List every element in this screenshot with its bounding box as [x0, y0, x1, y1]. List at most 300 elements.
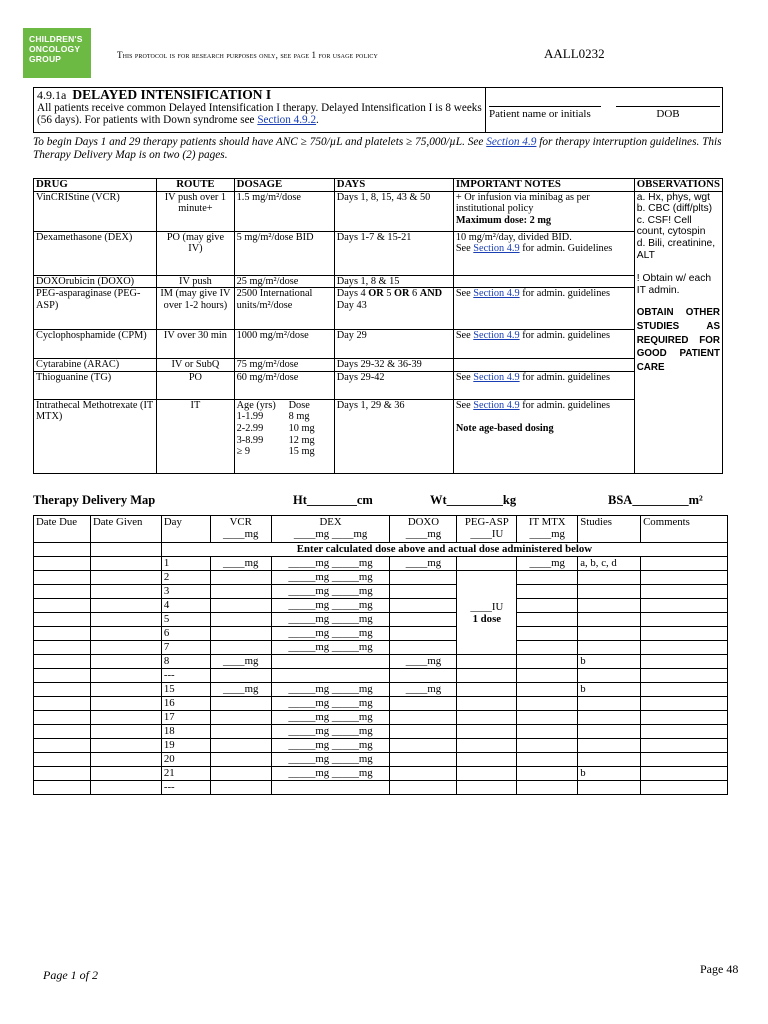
peg-asp-cell[interactable] — [457, 739, 517, 753]
studies-cell[interactable] — [578, 711, 641, 725]
drug-name: Cytarabine (ARAC) — [34, 359, 157, 372]
logo-line-2: ONCOLOGY — [29, 44, 81, 54]
empty-cell — [90, 543, 161, 557]
date-due-cell[interactable] — [34, 571, 91, 585]
page-count: Page 1 of 2 — [43, 968, 98, 982]
vcr-cell[interactable]: ____mg — [210, 557, 271, 571]
studies-cell[interactable] — [578, 613, 641, 627]
notes-text: See — [455, 330, 474, 342]
drug-route: IV push — [157, 275, 234, 288]
drug-name: DOXOrubicin (DOXO) — [34, 275, 157, 288]
obs-note: ! Obtain w/ each IT admin. — [636, 273, 712, 296]
doxo-cell[interactable]: ____mg — [390, 557, 457, 571]
drug-dosage: 25 mg/m²/dose — [234, 275, 334, 288]
vcr-cell[interactable] — [210, 781, 271, 795]
section-link[interactable]: Section 4.9 — [473, 371, 520, 383]
col-unit: ____mg ____mg — [293, 528, 368, 540]
notes-text: for admin. guidelines — [519, 288, 610, 300]
notes-text: 10 mg/m²/day, divided BID. — [455, 231, 572, 243]
date-due-cell[interactable] — [34, 641, 91, 655]
day-cell: --- — [161, 781, 210, 795]
days-bold: OR — [394, 288, 410, 300]
drug-route: PO — [157, 371, 234, 399]
date-due-cell[interactable] — [34, 627, 91, 641]
drug-notes — [453, 231, 634, 275]
dex-cell[interactable]: _____mg _____mg — [271, 571, 390, 585]
peg-asp-cell[interactable] — [457, 557, 517, 571]
day-cell: 21 — [161, 767, 210, 781]
date-given-cell[interactable] — [90, 753, 161, 767]
map-header-row — [34, 516, 728, 543]
col-date-due: Date Due — [34, 516, 91, 543]
date-due-cell[interactable] — [34, 613, 91, 627]
date-given-cell[interactable] — [90, 711, 161, 725]
drug-notes — [453, 359, 634, 372]
dex-cell[interactable]: _____mg _____mg — [271, 753, 390, 767]
date-given-cell[interactable] — [90, 571, 161, 585]
comments-cell[interactable] — [641, 725, 728, 739]
date-due-cell[interactable] — [34, 697, 91, 711]
drug-dosage: 1000 mg/m²/dose — [234, 330, 334, 359]
vcr-cell[interactable] — [210, 669, 271, 683]
section-link[interactable]: Section 4.9.2 — [257, 114, 317, 126]
studies-cell[interactable] — [578, 781, 641, 795]
vcr-cell[interactable] — [210, 739, 271, 753]
it-mtx-cell[interactable] — [517, 669, 578, 683]
doxo-cell[interactable] — [390, 599, 457, 613]
doxo-cell[interactable] — [390, 641, 457, 655]
table-row — [34, 613, 728, 627]
dex-cell[interactable]: _____mg _____mg — [271, 725, 390, 739]
logo-line-1: CHILDREN'S — [29, 34, 83, 44]
it-mtx-cell[interactable] — [517, 781, 578, 795]
day-cell: 2 — [161, 571, 210, 585]
notes-text: for admin. guidelines — [519, 330, 610, 342]
day-cell: 8 — [161, 655, 210, 669]
instructions — [33, 136, 745, 161]
drug-notes — [453, 399, 634, 473]
drug-route: IV over 30 min — [157, 330, 234, 359]
doxo-cell[interactable] — [390, 697, 457, 711]
obs-item: a. Hx, phys, wgt — [636, 191, 710, 203]
studies-cell[interactable]: a, b, c, d — [578, 557, 641, 571]
date-due-cell[interactable] — [34, 781, 91, 795]
it-mtx-cell[interactable] — [517, 613, 578, 627]
date-due-cell[interactable] — [34, 683, 91, 697]
it-mtx-cell[interactable] — [517, 585, 578, 599]
doxo-cell[interactable] — [390, 725, 457, 739]
day-cell: 3 — [161, 585, 210, 599]
obs-bold: OBTAIN OTHER STUDIES AS REQUIRED FOR GOOD PATIENT CARE — [636, 307, 720, 373]
date-due-cell[interactable] — [34, 753, 91, 767]
section-link[interactable]: Section 4.9 — [473, 399, 520, 411]
col-label: VCR — [229, 516, 252, 528]
date-given-cell[interactable] — [90, 697, 161, 711]
drug-days: Days 1-7 & 15-21 — [334, 231, 453, 275]
table-row — [34, 571, 728, 585]
days-text: Day 43 — [336, 299, 367, 311]
date-given-cell[interactable] — [90, 613, 161, 627]
day-cell: 5 — [161, 613, 210, 627]
col-drug: DRUG — [34, 179, 157, 192]
comments-cell[interactable] — [641, 613, 728, 627]
date-given-cell[interactable] — [90, 557, 161, 571]
notes-text: See — [455, 399, 474, 411]
table-row — [34, 725, 728, 739]
vcr-cell[interactable] — [210, 641, 271, 655]
it-mtx-cell[interactable] — [517, 683, 578, 697]
vcr-cell[interactable] — [210, 725, 271, 739]
section-title — [37, 89, 482, 102]
date-due-cell[interactable] — [34, 767, 91, 781]
dex-cell[interactable]: _____mg _____mg — [271, 767, 390, 781]
vcr-cell[interactable] — [210, 627, 271, 641]
table-row — [34, 599, 728, 613]
peg-asp-cell[interactable] — [457, 711, 517, 725]
col-dex — [271, 516, 390, 543]
page-number: Page 48 — [700, 962, 739, 976]
vcr-cell[interactable] — [210, 753, 271, 767]
dex-cell[interactable]: _____mg _____mg — [271, 641, 390, 655]
vcr-cell[interactable] — [210, 613, 271, 627]
doxo-cell[interactable] — [390, 669, 457, 683]
vcr-cell[interactable] — [210, 585, 271, 599]
dob-field: DOB — [616, 106, 720, 120]
drug-notes — [453, 191, 634, 231]
col-unit: ____mg — [222, 528, 259, 540]
drug-days: Day 29 — [334, 330, 453, 359]
therapy-map-title: Therapy Delivery Map — [33, 493, 156, 507]
it-mtx-cell[interactable] — [517, 753, 578, 767]
table-row — [34, 557, 728, 571]
col-comments: Comments — [641, 516, 728, 543]
dex-cell[interactable]: _____mg _____mg — [271, 697, 390, 711]
doxo-cell[interactable] — [390, 753, 457, 767]
drug-notes — [453, 330, 634, 359]
drug-days: Days 1, 8, 15, 43 & 50 — [334, 191, 453, 231]
doxo-cell[interactable] — [390, 571, 457, 585]
peg-asp-cell[interactable] — [457, 767, 517, 781]
dex-cell[interactable]: _____mg _____mg — [271, 739, 390, 753]
peg-asp-cell[interactable] — [457, 683, 517, 697]
day-cell: 19 — [161, 739, 210, 753]
date-due-cell[interactable] — [34, 669, 91, 683]
table-row — [34, 371, 723, 399]
drug-days: Days 29-32 & 36-39 — [334, 359, 453, 372]
dex-cell[interactable]: _____mg _____mg — [271, 711, 390, 725]
vcr-cell[interactable] — [210, 697, 271, 711]
dex-cell[interactable]: _____mg _____mg — [271, 557, 390, 571]
age-header: Age (yrs) — [236, 399, 276, 411]
section-text: All patients receive common Delayed Intensification I therapy. Delayed Intensification I is 8 weeks (56 days). For patients with Down syndrome see — [37, 101, 482, 126]
comments-cell[interactable] — [641, 641, 728, 655]
studies-cell[interactable] — [578, 571, 641, 585]
section-link[interactable]: Section 4.9 — [473, 243, 520, 255]
date-given-cell[interactable] — [90, 585, 161, 599]
vcr-cell[interactable]: ____mg — [210, 655, 271, 669]
col-label: DEX — [319, 516, 342, 528]
table-row — [34, 231, 723, 275]
studies-cell[interactable] — [578, 599, 641, 613]
comments-cell[interactable] — [641, 697, 728, 711]
age-value: 2-2.99 — [236, 422, 264, 434]
col-date-given: Date Given — [90, 516, 161, 543]
col-dosage: DOSAGE — [234, 179, 334, 192]
dose-value: 10 mg — [288, 422, 315, 434]
notes-text: for admin. guidelines — [519, 371, 610, 383]
table-row — [34, 739, 728, 753]
map-instruction: Enter calculated dose above and actual dose administered below — [161, 543, 727, 557]
days-text: 6 — [409, 288, 420, 300]
it-mtx-cell[interactable] — [517, 725, 578, 739]
drug-name: PEG-asparaginase (PEG-ASP) — [34, 288, 157, 330]
vcr-cell[interactable]: ____mg — [210, 683, 271, 697]
vcr-cell[interactable] — [210, 711, 271, 725]
col-studies: Studies — [578, 516, 641, 543]
date-due-cell[interactable] — [34, 557, 91, 571]
peg-asp-entry[interactable] — [457, 571, 517, 655]
comments-cell[interactable] — [641, 557, 728, 571]
dex-cell[interactable]: _____mg _____mg — [271, 599, 390, 613]
studies-cell[interactable]: b — [578, 683, 641, 697]
col-route: ROUTE — [157, 179, 234, 192]
day-cell: 17 — [161, 711, 210, 725]
studies-cell[interactable]: b — [578, 655, 641, 669]
doxo-cell[interactable] — [390, 585, 457, 599]
studies-cell[interactable] — [578, 697, 641, 711]
peg-asp-cell[interactable] — [457, 725, 517, 739]
day-cell: 4 — [161, 599, 210, 613]
date-given-cell[interactable] — [90, 767, 161, 781]
table-row — [34, 753, 728, 767]
height-field: Ht________cm — [293, 493, 373, 507]
dex-cell[interactable]: _____mg _____mg — [271, 627, 390, 641]
therapy-map-table — [33, 515, 728, 795]
studies-cell[interactable]: b — [578, 767, 641, 781]
date-due-cell[interactable] — [34, 739, 91, 753]
peg-asp-cell[interactable] — [457, 669, 517, 683]
drug-days: Days 1, 29 & 36 — [334, 399, 453, 473]
doxo-cell[interactable] — [390, 781, 457, 795]
day-cell: 18 — [161, 725, 210, 739]
studies-cell[interactable] — [578, 739, 641, 753]
peg-asp-cell[interactable] — [457, 753, 517, 767]
studies-cell[interactable] — [578, 669, 641, 683]
comments-cell[interactable] — [641, 585, 728, 599]
usage-note: This protocol is for research purposes only, see page 1 for usage policy — [117, 50, 378, 60]
studies-cell[interactable] — [578, 627, 641, 641]
doxo-cell[interactable] — [390, 613, 457, 627]
notes-text: for admin. Guidelines — [519, 243, 613, 255]
dex-cell[interactable] — [271, 655, 390, 669]
dose-value: 12 mg — [288, 434, 315, 446]
col-unit: ____mg — [529, 528, 565, 540]
obs-item: b. CBC (diff/plts) — [636, 203, 713, 215]
instructions-text-end: for therapy interruption guidelines. This Therapy Delivery Map is on two (2) pages. — [33, 136, 722, 161]
drug-dosage: 60 mg/m²/dose — [234, 371, 334, 399]
dex-cell[interactable]: _____mg _____mg — [271, 683, 390, 697]
date-given-cell[interactable] — [90, 655, 161, 669]
comments-cell[interactable] — [641, 753, 728, 767]
doxo-cell[interactable]: ____mg — [390, 655, 457, 669]
col-label: PEG-ASP — [464, 516, 509, 528]
notes-text: See — [455, 371, 474, 383]
drug-route: IM (may give IV over 1-2 hours) — [157, 288, 234, 330]
date-given-cell[interactable] — [90, 781, 161, 795]
age-value: ≥ 9 — [236, 446, 250, 458]
table-row — [34, 191, 723, 231]
it-mtx-cell[interactable] — [517, 697, 578, 711]
date-due-cell[interactable] — [34, 711, 91, 725]
table-row — [34, 288, 723, 330]
it-mtx-cell[interactable] — [517, 627, 578, 641]
date-due-cell[interactable] — [34, 599, 91, 613]
table-row — [34, 585, 728, 599]
day-cell: 6 — [161, 627, 210, 641]
drug-name: Dexamethasone (DEX) — [34, 231, 157, 275]
col-label: DOXO — [407, 516, 440, 528]
table-row — [34, 781, 728, 795]
dex-cell[interactable] — [271, 781, 390, 795]
table-row — [34, 669, 728, 683]
age-dose-row — [237, 400, 332, 412]
dose-header: Dose — [288, 399, 310, 411]
comments-cell[interactable] — [641, 781, 728, 795]
date-due-cell[interactable] — [34, 655, 91, 669]
notes-bold: Maximum dose: 2 mg — [455, 214, 552, 226]
col-it-mtx — [517, 516, 578, 543]
doxo-cell[interactable] — [390, 767, 457, 781]
it-mtx-cell[interactable] — [517, 767, 578, 781]
date-given-cell[interactable] — [90, 599, 161, 613]
observations-cell — [634, 191, 722, 473]
comments-cell[interactable] — [641, 683, 728, 697]
notes-text: for admin. guidelines — [519, 399, 610, 411]
day-cell: 7 — [161, 641, 210, 655]
col-doxo — [390, 516, 457, 543]
peg-asp-cell[interactable] — [457, 655, 517, 669]
instructions-text: To begin Days 1 and 29 therapy patients should have ANC ≥ 750/µL and platelets ≥ 75,000/µL. See — [33, 136, 487, 148]
col-day: Day — [161, 516, 210, 543]
drug-dosage — [234, 399, 334, 473]
drug-name: Thioguanine (TG) — [34, 371, 157, 399]
section-link[interactable]: Section 4.9 — [473, 330, 520, 342]
doxo-cell[interactable] — [390, 711, 457, 725]
drug-dosage: 2500 International units/m²/dose — [234, 288, 334, 330]
doxo-cell[interactable]: ____mg — [390, 683, 457, 697]
it-mtx-cell[interactable] — [517, 571, 578, 585]
dex-cell[interactable] — [271, 669, 390, 683]
comments-cell[interactable] — [641, 599, 728, 613]
studies-cell[interactable] — [578, 753, 641, 767]
table-row — [34, 655, 728, 669]
peg-asp-dose: ____IU — [470, 600, 504, 613]
date-given-cell[interactable] — [90, 641, 161, 655]
patient-name-field: Patient name or initials — [489, 106, 601, 120]
it-mtx-cell[interactable] — [517, 641, 578, 655]
comments-cell[interactable] — [641, 655, 728, 669]
it-mtx-cell[interactable] — [517, 655, 578, 669]
date-due-cell[interactable] — [34, 585, 91, 599]
dose-value: 8 mg — [288, 411, 310, 423]
col-days: DAYS — [334, 179, 453, 192]
table-row — [34, 683, 728, 697]
section-text-end: . — [316, 114, 319, 126]
comments-cell[interactable] — [641, 739, 728, 753]
date-due-cell[interactable] — [34, 725, 91, 739]
day-cell: --- — [161, 669, 210, 683]
date-given-cell[interactable] — [90, 739, 161, 753]
bsa-field: BSA_________m² — [608, 493, 703, 507]
comments-cell[interactable] — [641, 767, 728, 781]
section-number: 4.9.1a — [37, 88, 67, 102]
table-row — [34, 359, 723, 372]
drug-notes — [453, 288, 634, 330]
map-instruction-row — [34, 543, 728, 557]
vcr-cell[interactable] — [210, 571, 271, 585]
table-row — [34, 641, 728, 655]
dex-cell[interactable]: _____mg _____mg — [271, 585, 390, 599]
age-dose-row — [237, 423, 332, 435]
instructions-link[interactable]: Section 4.9 — [486, 136, 537, 148]
it-mtx-cell[interactable] — [517, 711, 578, 725]
col-observations: OBSERVATIONS — [634, 179, 722, 192]
date-given-cell[interactable] — [90, 683, 161, 697]
date-given-cell[interactable] — [90, 725, 161, 739]
drug-route: IV push over 1 minute+ — [157, 191, 234, 231]
col-label: IT MTX — [528, 516, 566, 528]
drug-route: PO (may give IV) — [157, 231, 234, 275]
obs-item: d. Bili, creatinine, ALT — [636, 237, 716, 261]
day-cell: 20 — [161, 753, 210, 767]
empty-cell — [34, 543, 91, 557]
table-row — [34, 275, 723, 288]
section-intro — [34, 88, 486, 132]
drug-route: IV or SubQ — [157, 359, 234, 372]
vcr-cell[interactable] — [210, 767, 271, 781]
table-row — [34, 330, 723, 359]
day-cell: 15 — [161, 683, 210, 697]
table-row — [34, 627, 728, 641]
it-mtx-cell[interactable] — [517, 599, 578, 613]
doxo-cell[interactable] — [390, 627, 457, 641]
studies-cell[interactable] — [578, 641, 641, 655]
vcr-cell[interactable] — [210, 599, 271, 613]
peg-asp-cell[interactable] — [457, 697, 517, 711]
peg-asp-cell[interactable] — [457, 781, 517, 795]
it-mtx-cell[interactable] — [517, 739, 578, 753]
doxo-cell[interactable] — [390, 739, 457, 753]
section-link[interactable]: Section 4.9 — [473, 288, 520, 300]
date-given-cell[interactable] — [90, 627, 161, 641]
table-row — [34, 399, 723, 473]
age-dose-row — [237, 435, 332, 447]
drug-days: Days 1, 8 & 15 — [334, 275, 453, 288]
age-dose-row — [237, 411, 332, 423]
dex-cell[interactable]: _____mg _____mg — [271, 613, 390, 627]
comments-cell[interactable] — [641, 571, 728, 585]
it-mtx-cell[interactable]: ____mg — [517, 557, 578, 571]
comments-cell[interactable] — [641, 711, 728, 725]
days-bold: AND — [419, 288, 443, 300]
studies-cell[interactable] — [578, 585, 641, 599]
col-peg-asp — [457, 516, 517, 543]
studies-cell[interactable] — [578, 725, 641, 739]
comments-cell[interactable] — [641, 627, 728, 641]
comments-cell[interactable] — [641, 669, 728, 683]
date-given-cell[interactable] — [90, 669, 161, 683]
drug-dosage: 75 mg/m²/dose — [234, 359, 334, 372]
